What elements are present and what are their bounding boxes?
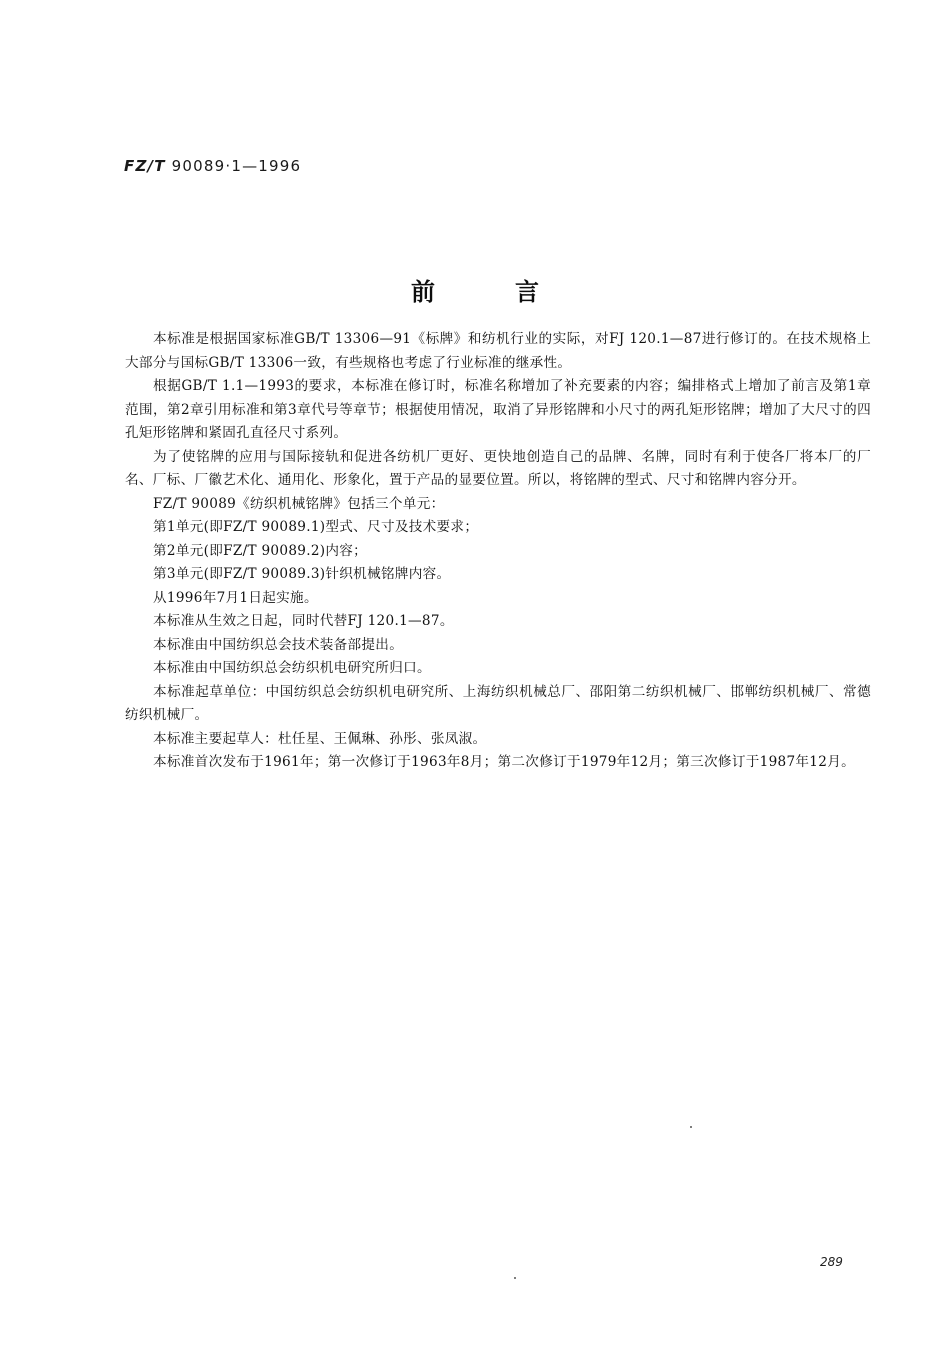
paragraph: 本标准由中国纺织总会纺织机电研究所归口。 bbox=[153, 660, 431, 676]
paragraph: 本标准主要起草人：杜任星、王佩琳、孙彤、张凤淑。 bbox=[153, 730, 487, 747]
paragraph: FZ/T 90089《纺织机械铭牌》包括三个单元： bbox=[153, 495, 445, 512]
scan-speck bbox=[514, 1277, 516, 1279]
paragraph: 本标准由中国纺织总会技术装备部提出。 bbox=[153, 636, 404, 653]
standard-code: FZ/T bbox=[124, 157, 166, 175]
paragraph: 本标准从生效之日起，同时代替FJ 120.1—87。 bbox=[153, 613, 454, 629]
paragraph: 本标准首次发布于1961年；第一次修订于1963年8月；第二次修订于1979年12月；第三次修订于1987年12月。 bbox=[153, 754, 855, 770]
paragraph: 根据GB/T 1.1—1993的要求，本标准在修订时，标准名称增加了补充要素的内容；编排格式上增加了前言及第1章范围，第2章引用标准和第3章代号等章节；根据使用情况，取消了异形铭牌和小尺寸的两孔矩形铭牌；增加了大尺寸的四孔矩形铭牌和紧固孔直径尺寸系列。 bbox=[125, 378, 871, 441]
standard-number: 90089·1—1996 bbox=[171, 157, 302, 175]
foreword-body bbox=[125, 328, 871, 775]
paragraph: 从1996年7月1日起实施。 bbox=[153, 589, 318, 606]
scan-speck bbox=[690, 1126, 692, 1128]
page-title: 前言 bbox=[411, 278, 619, 306]
paragraph: 第3单元(即FZ/T 90089.3)针织机械铭牌内容。 bbox=[153, 566, 451, 582]
standard-number-header bbox=[124, 157, 301, 175]
paragraph: 第1单元(即FZ/T 90089.1)型式、尺寸及技术要求； bbox=[153, 519, 479, 535]
paragraph: 第2单元(即FZ/T 90089.2)内容； bbox=[153, 542, 368, 559]
paragraph: 本标准是根据国家标准GB/T 13306—91《标牌》和纺机行业的实际，对FJ 120.1—87进行修订的。在技术规格上大部分与国标GB/T 13306一致，有些规格也考虑了行业标准的继承性。 bbox=[125, 331, 871, 371]
paragraph: 本标准起草单位：中国纺织总会纺织机电研究所、上海纺织机械总厂、邵阳第二纺织机械厂、邯郸纺织机械厂、常德纺织机械厂。 bbox=[125, 683, 871, 723]
page-number: 289 bbox=[820, 1255, 843, 1269]
paragraph: 为了使铭牌的应用与国际接轨和促进各纺机厂更好、更快地创造自己的品牌、名牌，同时有利于使各厂将本厂的厂名、厂标、厂徽艺术化、通用化、形象化，置于产品的显要位置。所以，将铭牌的型式、尺寸和铭牌内容分开。 bbox=[125, 448, 871, 488]
